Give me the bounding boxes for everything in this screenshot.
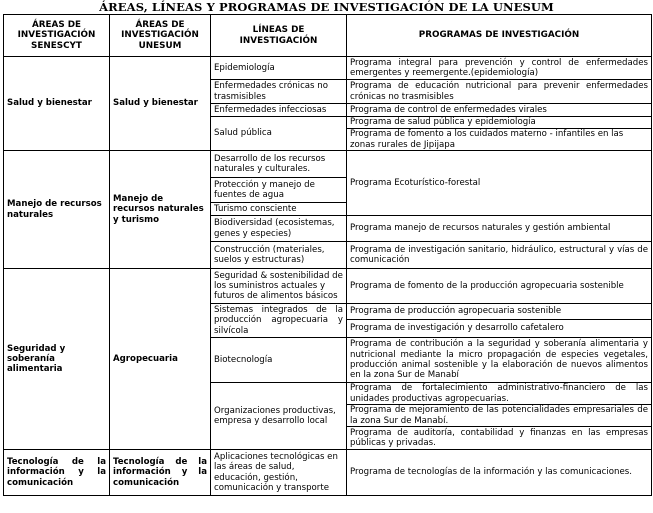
programa-cell: Programa de contribución a la seguridad y soberanía alimentaria y nutricional mediante la micro propagación de especies vegetales, producción animal sostenible y la elaboración de nuevos alimentos en la zona Sur de Manabí (347, 338, 652, 383)
programa-cell: Programa manejo de recursos naturales y gestión ambiental (347, 216, 652, 242)
area-senescyt-cell: Tecnología de la información y la comunicación (4, 450, 110, 496)
table-row (4, 151, 652, 178)
linea-cell: Enfermedades crónicas no trasmisibles (211, 80, 347, 104)
linea-cell: Seguridad & sostenibilidad de los suministros actuales y futuros de alimentos básicos (211, 269, 347, 304)
programa-cell: Programa de auditoría, contabilidad y finanzas en las empresas públicas y privadas. (347, 427, 652, 450)
linea-cell: Turismo consciente (211, 203, 347, 216)
table-row (4, 450, 652, 496)
linea-cell: Salud pública (211, 117, 347, 151)
linea-cell: Desarrollo de los recursos naturales y culturales. (211, 151, 347, 178)
linea-cell: Sistemas integrados de la producción agropecuaria y silvícola (211, 304, 347, 338)
linea-cell: Organizaciones productivas, empresa y desarrollo local (211, 383, 347, 450)
programa-cell: Programa de educación nutricional para prevenir enfermedades crónicas no trasmisibles (347, 80, 652, 104)
linea-cell: Epidemiología (211, 57, 347, 80)
header-lineas: LÍNEAS DE INVESTIGACIÓN (211, 15, 347, 57)
programa-cell: Programa de salud pública y epidemiología (347, 117, 652, 129)
linea-cell: Biotecnología (211, 338, 347, 383)
programa-cell: Programa de investigación y desarrollo cafetalero (347, 320, 652, 338)
linea-cell: Aplicaciones tecnológicas en las áreas de salud, educación, gestión, comunicación y transporte (211, 450, 347, 496)
table-row (4, 269, 652, 304)
header-row (4, 15, 652, 57)
header-areas-senescyt: ÁREAS DE INVESTIGACIÓN SENESCYT (4, 15, 110, 57)
area-unesum-cell: Salud y bienestar (110, 57, 211, 151)
programa-cell: Programa integral para prevención y control de enfermedades emergentes y reemergente.(epidemiología) (347, 57, 652, 80)
programa-cell: Programa de fomento a los cuidados materno - infantiles en las zonas rurales de Jipijapa (347, 129, 652, 151)
programa-cell: Programa de producción agropecuaria sostenible (347, 304, 652, 320)
area-senescyt-cell: Seguridad y soberanía alimentaria (4, 269, 110, 450)
document-title: ÁREAS, LÍNEAS Y PROGRAMAS DE INVESTIGACIÓN DE LA UNESUM (99, 0, 554, 14)
programa-cell: Programa de fortalecimiento administrativo-financiero de las unidades productivas agropecuarias. (347, 383, 652, 405)
linea-cell: Protección y manejo de fuentes de agua (211, 178, 347, 203)
programa-cell: Programa de control de enfermedades virales (347, 104, 652, 117)
linea-cell: Enfermedades infecciosas (211, 104, 347, 117)
programa-cell: Programa de fomento de la producción agropecuaria sostenible (347, 269, 652, 304)
table-row (4, 57, 652, 80)
linea-cell: Biodiversidad (ecosistemas, genes y especies) (211, 216, 347, 242)
area-unesum-cell: Manejo de recursos naturales y turismo (110, 151, 211, 269)
programa-cell: Programa Ecoturístico-forestal (347, 151, 652, 216)
programa-cell: Programa de investigación sanitario, hidráulico, estructural y vías de comunicación (347, 242, 652, 269)
header-programas: PROGRAMAS DE INVESTIGACIÓN (347, 15, 652, 57)
programa-cell: Programa de mejoramiento de las potencialidades empresariales de la zona Sur de Manabí. (347, 405, 652, 427)
area-unesum-cell: Agropecuaria (110, 269, 211, 450)
area-senescyt-cell: Manejo de recursos naturales (4, 151, 110, 269)
research-table (3, 14, 652, 496)
programa-cell: Programa de tecnologías de la información y las comunicaciones. (347, 450, 652, 496)
linea-cell: Construcción (materiales, suelos y estructuras) (211, 242, 347, 269)
header-areas-unesum: ÁREAS DE INVESTIGACIÓN UNESUM (110, 15, 211, 57)
area-senescyt-cell: Salud y bienestar (4, 57, 110, 151)
area-unesum-cell: Tecnología de la información y la comunicación (110, 450, 211, 496)
